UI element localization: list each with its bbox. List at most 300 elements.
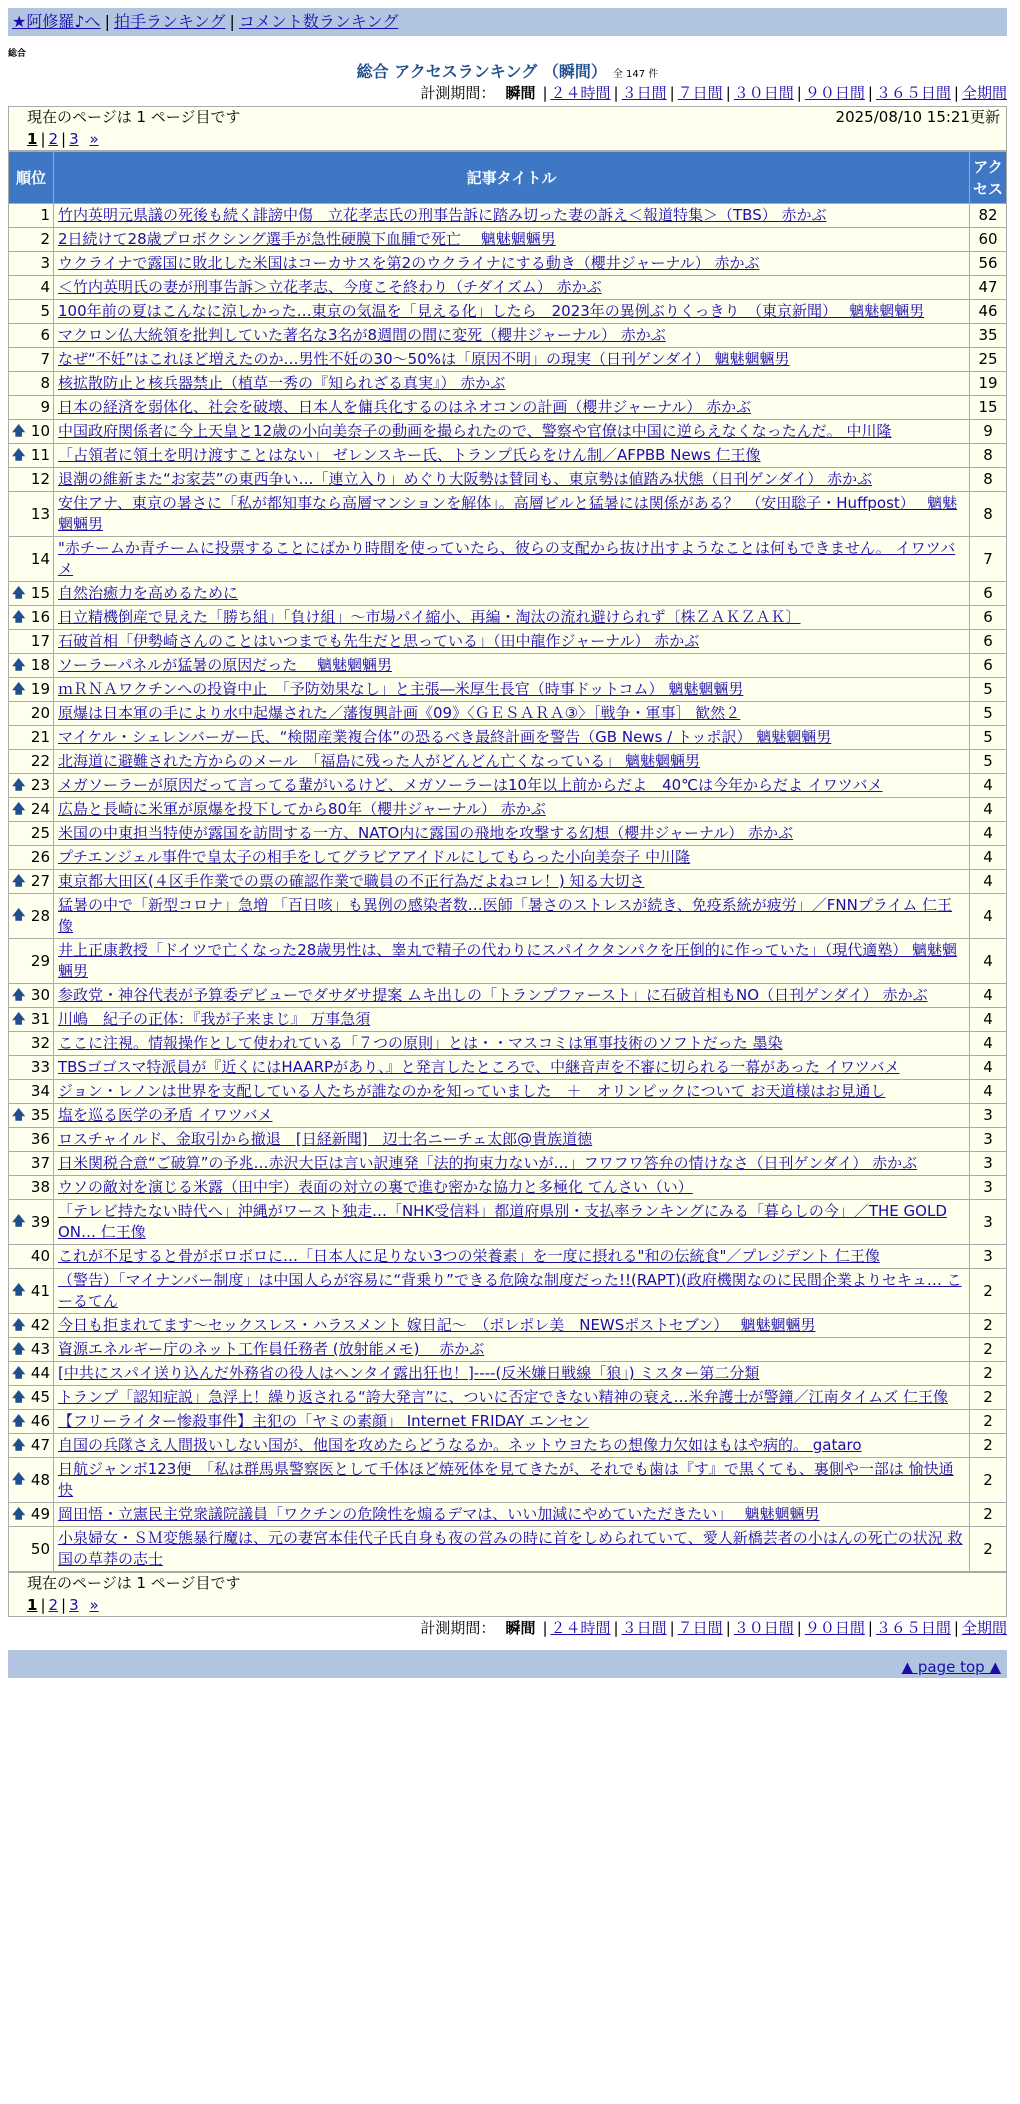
rank-cell [9,276,54,300]
access-count: 2 [970,1434,1007,1458]
rank-number: 2 [40,230,50,248]
article-link[interactable]: ウソの敵対を演じる米露（田中宇）表面の対立の裏で進む密かな協力と多極化 てんさい（い） [58,1178,693,1196]
article-link[interactable]: 北海道に避難された方からのメール 「福島に残った人がどんどん亡くなっている」 魑魅魍魎男 [58,752,700,770]
article-link[interactable]: トランプ「認知症説」急浮上！繰り返される“誇大発言”に、ついに否定できない精神の衰え…米弁護士が警鐘／江南タイムズ 仁王像 [58,1388,949,1406]
rank-cell [9,984,54,1008]
table-row [9,870,1007,894]
access-count: 2 [970,1503,1007,1527]
article-link[interactable]: TBSゴゴスマ特派員が『近くにはHAARPがあり、』と発言したところで、中継音声を不審に切られる一幕があった イワツバメ [58,1058,900,1076]
rank-number: 42 [30,1316,50,1334]
period-link[interactable]: 全期間 [961,1619,1007,1637]
table-row [9,1434,1007,1458]
period-link[interactable]: ２４時間 [550,84,611,102]
table-row [9,846,1007,870]
access-count: 6 [970,654,1007,678]
updated-timestamp: 2025/08/10 15:21更新 [835,108,1000,126]
rank-cell [9,750,54,774]
title-cell [54,774,970,798]
rank-number: 3 [40,254,50,272]
rank-number: 30 [30,986,50,1004]
title-cell [54,1104,970,1128]
page-separator: | [40,130,46,148]
rank-cell [9,630,54,654]
period-link[interactable]: ３６５日間 [875,84,951,102]
table-row [9,468,1007,492]
table-row [9,750,1007,774]
rank-number: 31 [30,1010,50,1028]
rank-cell [9,396,54,420]
page-link[interactable]: 2 [48,130,59,148]
title-cell [54,348,970,372]
title-cell [54,252,970,276]
article-link[interactable]: 資源エネルギー庁のネット工作員任務者 (放射能メモ) 赤かぶ [58,1340,485,1358]
article-link[interactable]: 原爆は日本軍の手により水中起爆された／藩復興計画《09》〈ＧＥＳＡＲＡ③〉［戦争・軍事］ 歓然２ [58,704,741,722]
comment-ranking-link[interactable]: コメント数ランキング [238,12,399,31]
access-count: 3 [970,1152,1007,1176]
access-count: 5 [970,678,1007,702]
title-cell [54,678,970,702]
rank-cell [9,252,54,276]
page-separator: | [61,1596,67,1614]
access-count: 5 [970,726,1007,750]
article-link[interactable]: 「占領者に領土を明け渡すことはない」 ゼレンスキー氏、トランプ氏らをけん制／AFPBB News 仁王像 [58,446,761,464]
article-link[interactable]: 猛暑の中で「新型コロナ」急増 「百日咳」も異例の感染者数…医師「暑さのストレスが続き、免疫系統が疲労」／FNNプライム 仁王像 [58,896,953,935]
period-selector-bottom [8,1617,1007,1639]
rank-cell [9,846,54,870]
rank-number: 48 [30,1470,50,1489]
article-link[interactable]: ＜竹内英明氏の妻が刑事告訴＞立花孝志、今度こそ終わり（チダイズム） 赤かぶ [58,278,602,296]
rank-number: 40 [30,1247,50,1265]
rank-number: 50 [30,1539,50,1558]
rank-number: 43 [30,1340,50,1358]
access-count: 7 [970,537,1007,582]
article-link[interactable]: 小泉婦女・ＳＭ変態暴行魔は、元の妻宮本佳代子氏自身も夜の営みの時に首をしめられていて、愛人新橋芸者の小はんの死亡の状況 救国の草莽の志士 [58,1529,963,1568]
period-link[interactable]: ９０日間 [804,1619,865,1637]
page-title-line [8,62,1007,82]
period-link[interactable]: ７日間 [677,84,723,102]
period-link[interactable]: ３０日間 [733,1619,794,1637]
page-spacer [82,1596,87,1614]
period-link[interactable]: ９０日間 [804,84,865,102]
table-row [9,606,1007,630]
article-link[interactable]: なぜ“不妊”はこれほど増えたのか…男性不妊の30～50%は「原因不明」の現実（日刊ゲンダイ） 魑魅魍魎男 [58,350,790,368]
access-count: 4 [970,1080,1007,1104]
title-cell [54,276,970,300]
access-count: 19 [970,372,1007,396]
article-link[interactable]: （警告）「マイナンバー制度」は中国人らが容易に“背乗り”できる危険な制度だった!!(RAPT)(政府機関なのに民間企業よりセキュ… こーるてん [58,1271,962,1310]
article-link[interactable]: マクロン仏大統領を批判していた著名な3名が8週間の間に変死（櫻井ジャーナル） 赤かぶ [58,326,666,344]
category-label: 総合 [8,49,27,59]
rank-cell [9,939,54,984]
rank-cell [9,537,54,582]
article-link[interactable]: ここに注視。情報操作として使われている「７つの原則」とは・・マスコミは軍事技術のソフトだった 墨染 [58,1034,783,1052]
table-row [9,372,1007,396]
rank-number: 46 [30,1412,50,1430]
access-count: 2 [970,1362,1007,1386]
period-separator: | [796,1619,802,1637]
table-row [9,348,1007,372]
rank-cell [9,726,54,750]
access-count: 35 [970,324,1007,348]
title-cell [54,1200,970,1245]
period-separator: | [542,84,548,102]
rank-cell [9,228,54,252]
access-count: 4 [970,939,1007,984]
access-count: 8 [970,468,1007,492]
title-cell [54,468,970,492]
rank-cell [9,1080,54,1104]
table-row [9,1527,1007,1572]
rank-up-arrow-icon: 🡅 [12,1011,26,1027]
page-link[interactable]: 3 [69,1596,79,1614]
rank-cell [9,324,54,348]
rank-number: 19 [30,680,50,698]
title-cell [54,939,970,984]
article-link[interactable]: 参政党・神谷代表が予算委デビューでダサダサ提案 ムキ出しの「トランプファースト」に石破首相もNO（日刊ゲンダイ） 赤かぶ [58,986,928,1004]
access-count: 2 [970,1269,1007,1314]
article-link[interactable]: 自国の兵隊さえ人間扱いしない国が、他国を攻めたらどうなるか。ネットウヨたちの想像力欠如はもはや病的。 gataro [58,1436,862,1454]
rank-cell [9,1527,54,1572]
title-cell [54,1245,970,1269]
table-row [9,822,1007,846]
article-link[interactable]: 【フリーライター惨殺事件】主犯の「ヤミの素顔」 Internet FRIDAY エンセン [58,1412,589,1430]
header-access: アクセス [970,152,1007,204]
period-label: 計測期間： [420,1619,496,1637]
rank-number: 29 [30,951,50,970]
table-row [9,726,1007,750]
table-row [9,702,1007,726]
access-count: 15 [970,396,1007,420]
access-count: 2 [970,1458,1007,1503]
rank-number: 4 [40,278,50,296]
rank-number: 35 [30,1106,50,1124]
rank-cell [9,1200,54,1245]
pagination-bottom [9,1594,1006,1616]
title-cell [54,1176,970,1200]
title-cell [54,1410,970,1434]
rank-cell [9,894,54,939]
period-link[interactable]: ７日間 [677,1619,723,1637]
article-link[interactable]: 塩を巡る医学の矛盾 イワツバメ [58,1106,273,1124]
period-separator: | [796,84,802,102]
article-link[interactable]: [中共にスパイ送り込んだ外務省の役人はヘンタイ露出狂也！]----(反米嫌日戦線「狼」) ミスター第二分類 [58,1364,760,1382]
table-row [9,1338,1007,1362]
period-link[interactable]: ２４時間 [550,1619,611,1637]
access-count: 4 [970,1008,1007,1032]
access-count: 4 [970,1056,1007,1080]
rank-cell [9,606,54,630]
table-row [9,798,1007,822]
table-row [9,1245,1007,1269]
title-cell [54,654,970,678]
rank-number: 16 [30,608,50,626]
rank-number: 8 [40,374,50,392]
page-current[interactable]: 1 [27,1596,38,1614]
rank-number: 32 [30,1034,50,1052]
article-link[interactable]: 川嶋 紀子の正体：『我が子来まじ』 万事急須 [58,1010,371,1028]
article-link[interactable]: ジョン・レノンは世界を支配している人たちが誰なのかを知っていました ＋ オリンピックについて お天道様はお見通し [58,1082,886,1100]
rank-cell [9,468,54,492]
title-cell [54,1338,970,1362]
table-row [9,1080,1007,1104]
rank-cell [9,1176,54,1200]
article-link[interactable]: ソーラーパネルが猛暑の原因だった 魑魅魍魎男 [58,656,393,674]
access-count: 3 [970,1104,1007,1128]
article-link[interactable]: 安住アナ、東京の暑さに「私が都知事なら高層マンションを解体」。高層ビルと猛暑には関係がある？ （安田聡子・Huffpost） 魑魅魍魎男 [58,494,958,533]
rank-number: 13 [30,504,50,523]
title-cell [54,396,970,420]
rank-cell [9,1386,54,1410]
title-cell [54,630,970,654]
rank-number: 33 [30,1058,50,1076]
rank-number: 18 [30,656,50,674]
rank-up-arrow-icon: 🡅 [12,447,26,463]
title-cell [54,1503,970,1527]
top-nav [8,8,1007,36]
period-link[interactable]: 全期間 [961,84,1007,102]
article-link[interactable]: 石破首相「伊勢崎さんのことはいつまでも先生だと思っている」（田中龍作ジャーナル） 赤かぶ [58,632,700,650]
table-row [9,1056,1007,1080]
period-separator: | [669,1619,675,1637]
page-link[interactable]: 3 [69,130,79,148]
article-link[interactable]: ウクライナで露国に敗北した米国はコーカサスを第2のウクライナにする動き（櫻井ジャーナル） 赤かぶ [58,254,760,272]
period-separator: | [725,1619,731,1637]
access-count: 4 [970,846,1007,870]
rank-number: 22 [30,752,50,770]
article-link[interactable]: 核拡散防止と核兵器禁止（植草一秀の『知られざる真実』） 赤かぶ [58,374,506,392]
table-row [9,1104,1007,1128]
rank-cell [9,1008,54,1032]
article-link[interactable]: 日本の経済を弱体化、社会を破壊、日本人を傭兵化するのはネオコンの計画（櫻井ジャーナル） 赤かぶ [58,398,752,416]
access-count: 46 [970,300,1007,324]
rank-number: 49 [30,1505,50,1523]
table-row [9,654,1007,678]
title-cell [54,324,970,348]
table-row [9,894,1007,939]
article-link[interactable]: 退潮の維新また“お家芸”の東西争い…「連立入り」めぐり大阪勢は賛同も、東京勢は値踏み状態（日刊ゲンダイ） 赤かぶ [58,470,873,488]
rank-cell [9,798,54,822]
rank-up-arrow-icon: 🡅 [12,777,26,793]
period-current: 瞬間 [505,1619,536,1637]
title-cell [54,1056,970,1080]
title-cell [54,1527,970,1572]
table-row [9,1176,1007,1200]
rank-up-arrow-icon: 🡅 [12,801,26,817]
article-link[interactable]: プチエンジェル事件で皇太子の相手をしてグラビアアイドルにしてもらった小向美奈子 中川隆 [58,848,691,866]
access-count: 4 [970,774,1007,798]
article-link[interactable]: "赤チームか青チームに投票することにばかり時間を使っていたら、彼らの支配から抜け出すようなことは何もできません。 イワツバメ [58,539,956,578]
access-count: 4 [970,870,1007,894]
period-link[interactable]: ３０日間 [733,84,794,102]
rank-number: 34 [30,1082,50,1100]
title-cell [54,822,970,846]
article-link[interactable]: 日立精機倒産で見えた「勝ち組」「負け組」～市場パイ縮小、再編・淘汰の流れ避けられず〔株ＺＡＫＺＡＫ〕 [58,608,801,626]
article-link[interactable]: 2日続けて28歳プロボクシング選手が急性硬膜下血腫で死亡 魑魅魍魎男 [58,230,556,248]
rank-cell [9,1434,54,1458]
page-separator: | [40,1596,46,1614]
rank-number: 47 [30,1436,50,1454]
rank-up-arrow-icon: 🡅 [12,681,26,697]
nav-separator: | [229,12,235,31]
rank-number: 15 [30,584,50,602]
rank-up-arrow-icon: 🡅 [12,1437,26,1453]
article-link[interactable]: 竹内英明元県議の死後も続く誹謗中傷 立花孝志氏の刑事告訴に踏み切った妻の訴え＜報道特集＞（TBS） 赤かぶ [58,206,827,224]
ranking-table [8,151,1007,1572]
rank-cell [9,300,54,324]
article-link[interactable]: 東京都大田区(４区手作業での票の確認作業で職員の不正行為だよねコレ！) 知る大切さ [58,872,645,890]
rank-cell [9,372,54,396]
pagination-top [9,128,1006,150]
title-cell [54,606,970,630]
rank-up-arrow-icon: 🡅 [12,1341,26,1357]
article-link[interactable]: 井上正康教授「ドイツで亡くなった28歳男性は、睾丸で精子の代わりにスパイクタンパクを圧倒的に作っていた」（現代適塾） 魑魅魍魎男 [58,941,957,980]
rank-number: 11 [30,446,50,464]
rank-cell [9,702,54,726]
table-row [9,1362,1007,1386]
access-count: 2 [970,1527,1007,1572]
title-cell [54,228,970,252]
table-row [9,1032,1007,1056]
rank-up-arrow-icon: 🡅 [12,1365,26,1381]
table-row [9,276,1007,300]
rank-number: 28 [30,906,50,925]
table-row [9,582,1007,606]
title-cell [54,1080,970,1104]
access-count: 60 [970,228,1007,252]
article-link[interactable]: 自然治癒力を高めるために [58,584,239,602]
rank-cell [9,678,54,702]
article-link[interactable]: これが不足すると骨がボロボロに…「日本人に足りない3つの栄養素」を一度に摂れる"和の伝統食"／プレジデント 仁王像 [58,1247,880,1265]
current-page-text: 現在のページは 1 ページ目です [27,108,241,126]
footer-bar [8,1650,1007,1678]
rank-cell [9,1458,54,1503]
table-row [9,204,1007,228]
table-row [9,1128,1007,1152]
access-count: 3 [970,1200,1007,1245]
rank-up-arrow-icon: 🡅 [12,1214,26,1229]
rank-cell [9,1056,54,1080]
article-link[interactable]: ロスチャイルド、金取引から撤退 [日経新聞] 辺士名ニーチェ太郎@貴族道徳 [58,1130,593,1148]
period-link[interactable]: ３日間 [621,84,667,102]
rank-number: 1 [40,206,50,224]
access-count: 82 [970,204,1007,228]
article-link[interactable]: ｍＲＮＡワクチンへの投資中止 「予防効果なし」と主張―米厚生長官（時事ドットコム） 魑魅魍魎男 [58,680,744,698]
rank-number: 27 [30,872,50,890]
title-cell [54,984,970,1008]
rank-number: 25 [30,824,50,842]
rank-cell [9,444,54,468]
access-count: 2 [970,1410,1007,1434]
article-link[interactable]: 米国の中東担当特使が露国を訪問する一方、NATO内に露国の飛地を攻撃する幻想（櫻井ジャーナル） 赤かぶ [58,824,794,842]
rank-cell [9,348,54,372]
table-row [9,228,1007,252]
title-cell [54,537,970,582]
table-row [9,1386,1007,1410]
period-separator: | [867,1619,873,1637]
table-row [9,1458,1007,1503]
table-row [9,1152,1007,1176]
page-next-link[interactable]: » [89,130,99,148]
access-count: 6 [970,630,1007,654]
article-link[interactable]: メガソーラーが原因だって言ってる輩がいるけど、メガソーラーは10年以上前からだよ 40℃は今年からだよ イワツバメ [58,776,883,794]
article-link[interactable]: マイケル・シェレンバーガー氏、“検閲産業複合体”の恐るべき最終計画を警告（GB News / トッポ訳） 魑魅魍魎男 [58,728,832,746]
rank-up-arrow-icon: 🡅 [12,585,26,601]
article-link[interactable]: 広島と長崎に米軍が原爆を投下してから80年（櫻井ジャーナル） 赤かぶ [58,800,546,818]
article-link[interactable]: 100年前の夏はこんなに涼しかった…東京の気温を「見える化」したら 2023年の異例ぶりくっきり （東京新聞） 魑魅魍魎男 [58,302,925,320]
rank-up-arrow-icon: 🡅 [12,1283,26,1298]
table-row [9,300,1007,324]
article-link[interactable]: 日米関税合意“ご破算”の予兆…赤沢大臣は言い訳連発「法的拘束力ないが…」フワフワ答弁の情けなさ（日刊ゲンダイ） 赤かぶ [58,1154,918,1172]
access-count: 6 [970,582,1007,606]
page-title: 総合 アクセスランキング （瞬間） [356,62,607,81]
home-link[interactable]: ★阿修羅♪へ [12,12,101,31]
period-link[interactable]: ３日間 [621,1619,667,1637]
access-count: 4 [970,984,1007,1008]
page-spacer [82,130,87,148]
rank-number: 38 [30,1178,50,1196]
page-next-link[interactable]: » [89,1596,99,1614]
rank-up-arrow-icon: 🡅 [12,423,26,439]
rank-up-arrow-icon: 🡅 [12,1472,26,1487]
article-link[interactable]: 日航ジャンボ123便 「私は群馬県警察医として千体ほど焼死体を見てきたが、それでも歯は『す』で黒くても、裏側や一部は 愉快通快 [58,1460,954,1499]
rank-number: 6 [40,326,50,344]
title-cell [54,420,970,444]
table-row [9,420,1007,444]
table-row [9,1200,1007,1245]
rank-number: 45 [30,1388,50,1406]
title-cell [54,750,970,774]
table-row [9,1314,1007,1338]
page-top-link[interactable]: ▲ page top ▲ [901,1658,1001,1676]
article-link[interactable]: 今日も拒まれてます～セックスレス・ハラスメント 嫁日記～ （ポレポレ美 NEWSポストセブン） 魑魅魍魎男 [58,1316,816,1334]
article-link[interactable]: 「テレビ持たない時代へ」沖縄がワースト独走…「NHK受信料」都道府県別・支払率ランキングにみる「暮らしの今」／THE GOLD ON… 仁王像 [58,1202,947,1241]
page-link[interactable]: 2 [48,1596,59,1614]
access-count: 8 [970,492,1007,537]
rank-cell [9,1032,54,1056]
article-link[interactable]: 中国政府関係者に今上天皇と12歳の小向美奈子の動画を撮られたので、警察や官僚は中国に逆らえなくなったんだ。 中川隆 [58,422,892,440]
title-cell [54,798,970,822]
title-cell [54,1128,970,1152]
rank-up-arrow-icon: 🡅 [12,1389,26,1405]
title-cell [54,204,970,228]
access-count: 5 [970,750,1007,774]
page-info-bottom [8,1572,1007,1617]
period-current: 瞬間 [505,84,536,102]
title-cell [54,1458,970,1503]
title-cell [54,846,970,870]
title-cell [54,1152,970,1176]
period-label: 計測期間： [420,84,496,102]
period-link[interactable]: ３６５日間 [875,1619,951,1637]
table-row [9,774,1007,798]
rank-number: 14 [30,549,50,568]
rank-cell [9,1503,54,1527]
title-cell [54,492,970,537]
table-row [9,252,1007,276]
table-row [9,537,1007,582]
article-link[interactable]: 岡田悟・立憲民主党衆議院議員「ワクチンの危険性を煽るデマは、いい加減にやめていただきたい」 魑魅魍魎男 [58,1505,820,1523]
period-separator: | [725,84,731,102]
access-count: 3 [970,1128,1007,1152]
rank-number: 36 [30,1130,50,1148]
access-count: 2 [970,1314,1007,1338]
title-cell [54,372,970,396]
access-count: 47 [970,276,1007,300]
applause-ranking-link[interactable]: 拍手ランキング [113,12,226,31]
rank-cell [9,1410,54,1434]
title-cell [54,1434,970,1458]
page-current[interactable]: 1 [27,130,38,148]
